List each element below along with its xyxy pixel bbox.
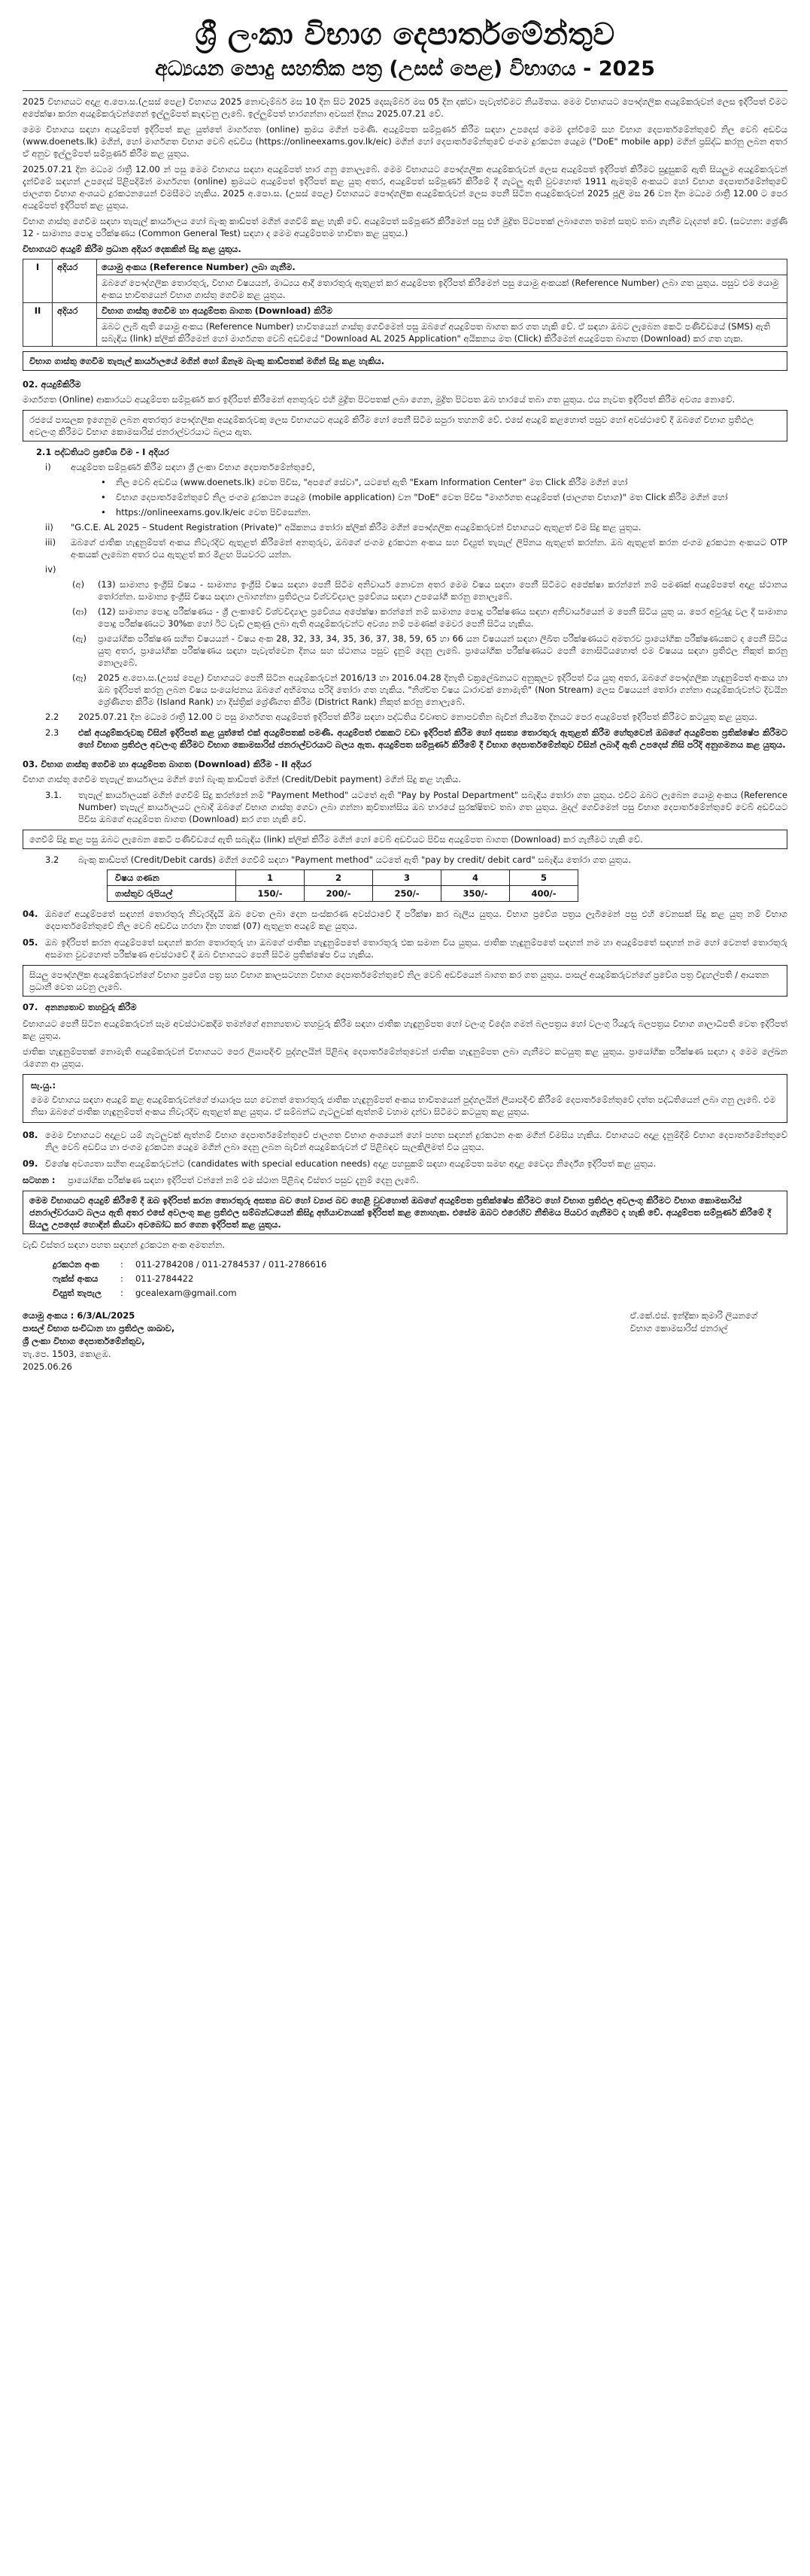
note-text: මෙම විභාගය සඳහා අයදුම් කළ අයදුම්කරුවන්ගේ ඡායාරූප සහ වෙනත් තොරතුරු ජාතික හැඳුනුම්පත් අංකය භාවිතයෙන් පුද්ගලයින් ලියාපදිංචි කිරීමේ දෙපාර්තමේන්තුවේ දත්ත පද්ධතියෙන් ලබා ගනු ලැබේ. එම නිසා ඔබගේ ජාතික හැඳුනුම්පත් අංකය නිවැරදිව ඇතුළත් කළ යුතුය. ඒ සම්බන්ධ ගැටලුවක් ඇත්නම් වහාම දන්වා සිටීමට කටයුතු කළ යුතුය. xyxy=(31,1094,776,1117)
fax-number: 011-2784422 xyxy=(135,1273,194,1284)
fee-cell: 200/- xyxy=(305,886,373,902)
note-09 xyxy=(23,1174,787,1186)
item-marker: iii) xyxy=(45,537,56,548)
subitem-marker: (අ) xyxy=(72,579,85,590)
bullet-icon: • xyxy=(101,492,106,502)
section-title: අනන්‍යතාව තහවුරු කිරීම xyxy=(45,1002,137,1012)
payment-notice-box: විභාග ගාස්තු ගෙවීම තැපැල් කාර්යාලයේ මගින් හෝ ඕනෑම බැංකු කාඩ්පතක් මගින් සිදු කළ හැකිය. xyxy=(23,351,787,371)
item-marker: ii) xyxy=(45,522,53,532)
section-text: ඔබ ඉදිරිපත් කරන අයදුම්පතේ සඳහන් කරන තොරතුරු හා ඔබගේ ජාතික හැඳුනුම්පතේ තොරතුරු එක සමාන විය යුතුය. ජාතික හැඳුනුම්පතේ සඳහන් නම හා අයදුම්පතේ සඳහන් නම හෝ වෙනත් තොරතුරු අසමාන වුවහොත් පරීක්ෂණ අවස්ථාවේ දී ඔබ විභාගයට පෙනී සිටීම ප්‍රතික්ෂේප විය හැකිය. xyxy=(45,937,787,960)
signatory-name: ඒ.කේ.එස්. ඉන්ද්‍රිකා කුමාරි ලියනගේ xyxy=(629,1310,757,1321)
subitem-text: 2025 අ.පො.ස.(උසස් පෙළ) විභාගයට පෙනී සිටින අයදුම්කරුවන් 2016/13 හා 2016.04.28 දිනැති චක්‍රලේඛනයට අනුකූලව ඉදිරිපත් විය යුතු අතර, ඔබගේ පෞද්ගලික හැඳුනුම්පත් අංකය හා ඔබ ඉදිරිපත් කරනු ලබන විෂය සංයෝජනය ඔබගේ අභිමතය පරිදි තෝරා ගත හැකිය. "නිශ්චිත විෂය ධාරාවක් නොමැති" (Non Stream) ලෙස විෂයයන් තෝරා ගන්නා අයදුම්කරුවන්ට දිවයින ශ්‍රේණිගත කිරීම (Island Rank) හා දිස්ත්‍රික් ශ්‍රේණිගත කිරීම (District Rank) නිකුත් කරනු නොලැබේ. xyxy=(98,672,787,707)
steps-table xyxy=(23,259,787,347)
section-number: 04. xyxy=(23,909,38,919)
subitem xyxy=(72,605,787,630)
subject-count-cell: 3 xyxy=(373,870,441,886)
item-ii xyxy=(45,521,787,533)
bullet-icon: • xyxy=(101,477,106,487)
paragraph-number: 2.3 xyxy=(45,727,59,738)
step-number: I xyxy=(23,259,53,303)
fee-table-header: විෂය ගණන xyxy=(108,870,236,886)
fee-table-header: ගාස්තුව රුපියල් xyxy=(108,886,236,902)
signature-block xyxy=(23,1309,787,1373)
item-text: "G.C.E. AL 2025 – Student Registration (Private)" අයිකනය තෝරා ක්ලික් කිරීම මගින් පෞද්ගලික අයදුම්කරුවන් විභාගයට ඇතුළත් වීම සිදු කළ යුතුය. xyxy=(71,522,642,532)
po-box: තැ.පෙ. 1503, කොළඹ. xyxy=(23,1349,111,1359)
section-03-title: 03. විභාග ගාස්තු ගෙවීම හා අයදුම්පත බාගත (Download) කිරීම - II අදියර xyxy=(23,759,312,769)
intro-paragraph-3: 2025.07.21 දින මධ්‍යම රාත්‍රී 12.00 න් පසු මෙම විභාගය සඳහා අයදුම්පත් භාර ගනු නොලැබේ. මෙම විභාගයට පෞද්ගලික අයදුම්කරුවන් ලෙස අයදුම්පත් ඉදිරිපත් කිරීමට සුදුසුකම් ඇති සියලුම අයදුම්කරුවන් දැන්වීමේ සඳහන් උපදෙස් පිළිපදිමින් මාර්ගගත (online) ක්‍රමයට අයදුම්පත් ඉදිරිපත් කළ යුතු අතර, අයදුම්පත් සම්පූර්ණ කිරීමේ දී ගැටලු ඇති වුවහොත් 1911 ඇමතුම් අංකයට හෝ විභාග දෙපාර්තමේන්තුවේ ජාලගත විභාග අංශයට දුරකථනයෙන් විමසීමට හැකිය. 2025 අ.පො.ස. (උසස් පෙළ) විභාගයට පෞද්ගලික අයදුම්කරුවන් ලෙස පෙනී සිටින අයදුම්කරුවන් 2025 ජූලි මස 26 වන දින මධ්‍යම රාත්‍රී 12.00 ට පෙර අයදුම්පත් ඉදිරිපත් කළ යුතුය. xyxy=(23,164,787,211)
signatory-position: විභාග කොමසාරිස් ජනරාල් xyxy=(629,1323,728,1334)
subitem-text: (12) සාමාන්‍ය පොදු පරීක්ෂණය - ශ්‍රී ලංකාවේ විශ්වවිද්‍යාල ප්‍රවේශය අපේක්ෂා කරන්නේ නම් සාමාන්‍ය පොදු පරීක්ෂණය සඳහා අනිවාර්යයෙන් ම පෙනී සිටිය යුතු ය. පෙර අවුරුදු වල දී සාමාන්‍ය පොදු පරීක්ෂණයට 30%ක හෝ ඊට වැඩි ලකුණු ලබා ඇති අයදුම්කරුවන්ට අවශ්‍ය නම් පමණක් මෙවර පෙනී සිටිය හැකිය. xyxy=(98,606,787,629)
department-name: ශ්‍රී ලංකා විභාග දෙපාර්තමේන්තුව, xyxy=(23,1336,145,1346)
section-number: 08. xyxy=(23,1130,38,1140)
closing-line: වැඩි විස්තර සඳහා පහත සඳහන් දුරකථන අංක අමතන්න. xyxy=(23,1239,225,1250)
section-07 xyxy=(23,1001,787,1013)
step-row-1 xyxy=(23,259,787,275)
step-label: අදියර xyxy=(53,303,97,347)
bullet-text: විභාග දෙපාර්තමේන්තුවේ නිල ජංගම දුරකථන යෙදුම (mobile application) වන "DoE" වෙත පිවිස "මාර්ගගත අයදුම්පත් (ජාලගත විභාග)" මත Click කිරීම මගින් හෝ xyxy=(116,492,728,502)
paragraph-number: 3.1. xyxy=(45,790,62,800)
subitem xyxy=(72,672,787,708)
subitem-marker: (ඇ) xyxy=(72,633,86,644)
section-number: 05. xyxy=(23,937,38,948)
subitem-text: (13) සාමාන්‍ය ඉංග්‍රීසි විෂය - සාමාන්‍ය ඉංග්‍රීසි විෂය සඳහා පෙනී සිටීම අනිවාර්ය නොවන අතර මෙම විෂය සඳහා පෙනී සිටීමට අපේක්ෂා කරන්නේ නම් පමණක් අයදුම්පතේ අදාළ ස්ථානය තෝරන්න. සාමාන්‍ය ඉංග්‍රීසි විෂය සඳහා ලබාගන්නා ප්‍රතිඵලය විශ්වවිද්‍යාල ප්‍රවේශය සඳහා උපයෝගී කරනු නොලැබේ. xyxy=(98,579,787,602)
item-text: ඔබගේ ජාතික හැඳුනුම්පත් අංකය නිවැරදිව ඇතුළත් කිරීමෙන් අනතුරුව, ඔබගේ ජංගම දුරකථන අංකය සහ විද්‍යුත් තැපැල් ලිපිනය ඇතුළත් කරන්න. ඔබ ඇතුළත් කරන ජංගම දුරකථන අංකයට OTP අංකයක් ලැබෙන අතර එය ඇතුළත් කර මීළඟ පියවරට යන්න. xyxy=(71,537,787,560)
section-04 xyxy=(23,908,787,932)
section-text: මෙම විභාගයට අදාළව යම් ගැටලුවක් ඇත්නම් විභාග දෙපාර්තමේන්තුවේ ජාලගත විභාග අංශයෙන් හෝ පහත සඳහන් දුරකථන අංක මගින් විමසිය හැකිය. විභාගයට අදාළ දැනුම්දීම් විභාග දෙපාර්තමේන්තුවේ නිල වෙබ් අඩවිය හා ජංගම දුරකථන යෙදුම මගින් ලබා දෙනු ලබන බැවින් අයදුම්කරුවන් ඒ පිළිබඳව සැලකිලිමත් විය යුතුය. xyxy=(45,1130,787,1152)
divider xyxy=(23,90,787,91)
fee-cell: 150/- xyxy=(236,886,305,902)
step-heading: යොමු අංකය (Reference Number) ලබා ගැනීම. xyxy=(97,259,787,275)
step-row-2 xyxy=(23,303,787,319)
fee-cell: 350/- xyxy=(441,886,510,902)
paragraph-number: 3.2 xyxy=(45,854,59,865)
item-i xyxy=(45,461,787,473)
paragraph-text: බැංකු කාඩ්පත් (Credit/Debit cards) මගින් ගෙවීම් සඳහා "Payment method" යටතේ ඇති "pay by credit/ debit card" සබැඳිය තෝරා ගත යුතුය. xyxy=(78,854,631,865)
bullet-text: නිල වෙබ් අඩවිය (www.doenets.lk) වෙත පිවිස, "අපගේ සේවා", යටතේ ඇති "Exam Information Center" මත Click කිරීම මගින් හෝ xyxy=(116,477,628,487)
fee-cell: 250/- xyxy=(373,886,441,902)
section-number: 07. xyxy=(23,1002,38,1012)
page-subtitle: අධ්‍යයන පොදු සහතික පත්‍ර (උසස් පෙළ) විභාගය - 2025 xyxy=(155,57,655,80)
section-02-title: 02. අයදුම්කිරීම xyxy=(23,379,81,390)
section-07-paragraph-2: ජාතික හැඳුනුම්පතක් නොමැති අයදුම්කරුවන් විභාගයට පෙර ලියාපදිංචි පුද්ගලයින් පිළිබඳ දෙපාර්තමේන්තුවෙන් ජාතික හැඳුනුම්පත ලබා ගැනීමට කටයුතු කළ යුතුය. ප්‍රායෝගික පරීක්ෂණ සඳහා ද මෙම ලේඛන රැගෙන ආ යුතුය. xyxy=(23,1046,787,1069)
paragraph-number: 2.2 xyxy=(45,712,59,722)
paragraph-2-2 xyxy=(45,711,787,723)
contact-row-phone: දුරකථන අංක : 011-2784208 / 011-2784537 / 011-2786616 xyxy=(53,1259,327,1270)
paragraph-text: තැපැල් කාර්යාලයක් මගින් ගෙවීම් සිදු කරන්නේ නම් "Payment Method" යටතේ ඇති "Pay by Postal Department" සබැඳිය තෝරා ගත යුතුය. එවිට ඔබට ලැබෙන යොමු අංකය (Reference Number) තැපැල් කාර්යාලයට ලබාදී ඔබගේ විභාග ගාස්තු ගෙවා ලබා ගන්නා කුවිතාන්සිය ඔබ භාරයේ සුරක්ෂිතව තබා ගත යුතුය. මුදල් ගෙවීමෙන් පසු විභාග දෙපාර්තමේන්තුවේ වෙබ් අඩවියට පිවිස ඔබගේ අයදුම්පත බාගත (Download) කර ගත හැකි වේ. xyxy=(78,790,787,824)
bullet-icon: • xyxy=(101,507,106,517)
branch-name: පාසල් විභාග සංවිධාන හා ප්‍රතිඵල ශාඛාව, xyxy=(23,1323,175,1334)
intro-paragraph-4: විභාග ගාස්තු ගෙවීම සඳහා තැපැල් කාර්යාලය හෝ බැංකු කාඩ්පත් මගින් ගෙවීම් කළ හැකි වේ. අයදුම්පත් සම්පූර්ණ කිරීමෙන් පසු එහි මුද්‍රිත පිටපතක් ලබාගෙන තමන් සතුව තබා ගැනීම වැදගත් වේ. (සටහන: ශ්‍රේණි 12 - සාමාන්‍ය පොදු පරීක්ෂණය (Common General Test) සඳහා ද මෙම අයදුම්පතම භාවිතා කළ යුතුය.) xyxy=(23,216,787,238)
item-text: අයදුම්පත සම්පූර්ණ කිරීම සඳහා ශ්‍රී ලංකා විභාග දෙපාර්තමේන්තුවේ, xyxy=(71,462,315,472)
paragraph-text: එක් අයදුම්කරුවකු විසින් ඉදිරිපත් කළ යුත්තේ එක් අයදුම්පතක් පමණි. අයදුම්පත් එකකට වඩා ඉදිරිපත් කිරීම හෝ අසත්‍ය තොරතුරු ඇතුළත් කිරීම හේතුවෙන් ඔබගේ අයදුම්පත ප්‍රතික්ෂේප කිරීමට හෝ විභාග ප්‍රතිඵල අවලංගු කිරීමට විභාග කොමසාරිස් ජනරාල්වරයාට බලය ඇත. අයදුම්පත සම්පූර්ණ කිරීමේ දී විභාග දෙපාර්තමේන්තුව විසින් ලබාදී ඇති උපදෙස් නිසි පරිදි අනුගමනය කළ යුතුය. xyxy=(78,727,787,750)
paragraph-2-3 xyxy=(45,727,787,751)
fee-table xyxy=(107,869,578,902)
section-07-paragraph-1: විභාගයට පෙනී සිටින අයදුම්කරුවන් සෑම අවස්ථාවකදීම තමන්ගේ අනන්‍යතාව තහවුරු කිරීම සඳහා ජාතික හැඳුනුම්පත හෝ වලංගු විදේශ ගමන් බලපත්‍රය හෝ වලංගු රියදුරු බලපත්‍රය විභාග ශාලාධිපති වෙත ඉදිරිපත් කළ යුතුය. xyxy=(23,1018,787,1041)
intro-paragraph-2: මෙම විභාගය සඳහා අයදුම්පත් ඉදිරිපත් කළ යුත්තේ මාර්ගගත (online) ක්‍රමය මගින් පමණි. අයදුම්පත සම්පූර්ණ කිරීම සඳහා උපදෙස් මෙම දැන්වීමේ සහ විභාග දෙපාර්තමේන්තුවේ නිල වෙබ් අඩවිය (www.doenets.lk) මගින්, හෝ මාර්ගගත විභාග වෙබ් අඩවිය (https://onlineexams.gov.lk/eic) මගින් හෝ දෙපාර්තමේන්තුවේ ජංගම දුරකථන යෙදුම ("DoE" mobile app) මගින් ප්‍රසිද්ධ කරනු ලබන අතර ඒ අනුව ඉල්ලුම්පත් සම්පූර්ණ කිරීම කළ යුතුය. xyxy=(23,124,787,159)
contact-details xyxy=(53,1258,787,1299)
note-title: සැ.යු.: xyxy=(31,1080,56,1091)
bullet-item xyxy=(101,506,787,518)
item-marker: i) xyxy=(45,462,51,472)
note-label: සටහන : xyxy=(23,1175,56,1185)
subject-count-cell: 5 xyxy=(510,870,578,886)
download-notice-box: ගෙවීම් සිදු කළ පසු ඔබට ලැබෙන කෙටි පණිවිඩයේ ඇති සබැඳිය (link) ක්ලික් කිරීම මගින් හෝ වෙබ් අඩවියට පිවිස අයදුම්පත බාගත (Download) කර ගැනීමට හැකි වේ. xyxy=(23,830,787,849)
final-warning-box: මෙම විභාගයට අයදුම් කිරීමේ දී ඔබ ඉදිරිපත් කරන තොරතුරු අසත්‍ය බව හෝ ව්‍යාජ බව හෙළි වුවහොත් ඔබගේ අයදුම්පත ප්‍රතික්ෂේප කිරීමට හෝ විභාග ප්‍රතිඵල අවලංගු කිරීමට විභාග කොමසාරිස් ජනරාල්වරයාට බලය ඇති අතර එසේ අවලංගු කළ ප්‍රතිඵල සම්බන්ධයෙන් කිසිදු අභියාචනයක් ඉදිරිපත් කළ නොහැක. එසේම ඔබට එරෙහිව නීතිමය පියවර ගැනීමට ද හැකි වේ. අයදුම්පත සම්පූර්ණ කිරීමේ දී සියලු උපදෙස් හොඳින් කියවා අවබෝධ කර ගෙන ඉදිරිපත් කළ යුතුය. xyxy=(23,1191,787,1234)
signatory-block xyxy=(630,1309,757,1373)
page-title: ශ්‍රී ලංකා විභාග දෙපාර්තමේන්තුව xyxy=(195,17,615,52)
section-number: 09. xyxy=(23,1158,38,1169)
subitem-marker: (ආ) xyxy=(72,606,87,617)
section-09 xyxy=(23,1158,787,1170)
paragraph-3-2 xyxy=(45,854,787,866)
admission-card-box: සියලු පෞද්ගලික අයදුම්කරුවන්ගේ විභාග ප්‍රවේශ පත්‍ර සහ විභාග කාලසටහන විභාග දෙපාර්තමේන්තුවේ නිල වෙබ් අඩවියෙන් බාගත කර ගත යුතුය. පාසල් අයදුම්කරුවන්ගේ ප්‍රවේශ පත්‍ර විදුහල්පති / ආයතන ප්‍රධානී වෙත යවනු ලැබේ. xyxy=(23,965,787,997)
bullet-item xyxy=(101,491,787,503)
paragraph-3-1 xyxy=(45,789,787,825)
notice-date: 2025.06.26 xyxy=(23,1361,72,1372)
section-05 xyxy=(23,936,787,960)
contact-label: ෆැක්ස් අංකය xyxy=(53,1273,99,1284)
subitem xyxy=(72,633,787,669)
bullet-item xyxy=(101,476,787,488)
email-address: gcealexam@gmail.com xyxy=(135,1288,237,1298)
subitem-text: ප්‍රායෝගික පරීක්ෂණ සහිත විෂයයන් - විෂය අංක 28, 32, 33, 34, 35, 36, 37, 38, 59, 65 හා 66 යන විෂයයන් සඳහා ලිඛිත පරීක්ෂණයට අමතරව ප්‍රායෝගික පරීක්ෂණයකට ද පෙනී සිටිය යුතු අතර, ප්‍රායෝගික පරීක්ෂණය සඳහා පැවැත්වෙන දිනය සහ ස්ථානය පසුව දැනුම් දෙනු ලැබේ. ප්‍රායෝගික පරීක්ෂණයට පෙනී නොසිටියහොත් එම විෂයය සඳහා ප්‍රතිඵල නිකුත් කරනු නොලැබේ. xyxy=(98,633,787,668)
fee-cell: 400/- xyxy=(510,886,578,902)
government-school-warning-box: රජයේ පාසලක ඉගෙනුම ලබන අතරතුර පෞද්ගලික අයදුම්කරුවකු ලෙස විභාගයට අයදුම් කිරීම හෝ පෙනී සිටීම සපුරා තහනම් වේ. එසේ අයදුම් කළහොත් පසුව හෝ අවස්ථාවේ දී ඔබගේ විභාග ප්‍රතිඵල අවලංගු කිරීමට විභාග කොමසාරිස් ජනරාල්වරයාට බලය ඇත. xyxy=(23,410,787,441)
steps-intro: විභාගයට අයදුම් කිරීම ප්‍රධාන අදියර දෙකකින් සිදු කළ යුතුය. xyxy=(23,244,241,254)
phone-numbers: 011-2784208 / 011-2784537 / 011-2786616 xyxy=(135,1259,327,1270)
item-marker: iv) xyxy=(45,564,56,575)
section-text: විශේෂ අවශ්‍යතා සහිත අයදුම්කරුවන්ට (candidates with special education needs) අදාළ පහසුකම් සඳහා අයදුම්පත සමඟ අදාළ වෛද්‍ය නිර්දේශ ඉදිරිපත් කළ යුතුය. xyxy=(45,1158,657,1169)
section-03-intro: විභාග ගාස්තු ගෙවීම තැපැල් කාර්යාලය මගින් හෝ බැංකු කාඩ්පත් මගින් (Credit/Debit payment) මගින් සිදු කළ හැකිය. xyxy=(23,774,462,784)
step-body: ඔබට ලැබී ඇති යොමු අංකය (Reference Number) භාවිතයෙන් ගාස්තු ගෙවීමෙන් පසු ඔබගේ අයදුම්පත බාගත කර ගත හැකි වේ. ඒ සඳහා ඔබට ලැබෙන කෙටි පණිවිඩයේ (SMS) ඇති සබැඳිය (link) ක්ලික් කිරීමෙන් හෝ මාර්ගගත වෙබ් අඩවියේ "Download AL 2025 Application" අයිකනය මත (Click) කිරීමෙන් අයදුම්පත බාගත (Download) කර ගත හැක. xyxy=(97,319,787,347)
item-iii xyxy=(45,536,787,560)
contact-label: දුරකථන අංක xyxy=(53,1259,99,1270)
paragraph-text: 2025.07.21 දින මධ්‍යම රාත්‍රී 12.00 ට පසු මාර්ගගත අයදුම්පත් ඉදිරිපත් කිරීම සඳහා පද්ධතිය විවෘතව නොපවතින බැවින් නියමිත දිනයට පෙර අයදුම්පත් ඉදිරිපත් කිරීමට කටයුතු කළ යුතුය. xyxy=(78,712,757,722)
item-iv xyxy=(45,563,787,575)
contact-row-fax: ෆැක්ස් අංකය : 011-2784422 xyxy=(53,1273,194,1284)
section-text: ඔබගේ අයදුම්පතේ සඳහන් තොරතුරු නිවැරදිදැයි ඔබ වෙත ලබා දෙන සංස්කරණ අවස්ථාවේ දී පරීක්ෂා කර බැලිය යුතුය. විභාග ප්‍රවේශ පත්‍රය ලැබීමෙන් පසු එහි වෙනසක් සිදු කළ යුතු නම් විභාග දෙපාර්තමේන්තුවේ නිල වෙබ් අඩවිය හරහා දින හතක් (07) ඇතුළත අයදුම් කළ යුතුය. xyxy=(45,909,787,931)
step-label: අදියර xyxy=(53,259,97,303)
section-02-paragraph: මාර්ගගත (Online) ආකාරයට අයදුම්පත සම්පූර්ණ කර ඉදිරිපත් කිරීමෙන් අනතුරුව එහි මුද්‍රිත පිටපතක් ලබා ගෙන, මුද්‍රිත පිටපත ඔබ භාරයේ තබා ගත යුතුය. එය නැවත ඉදිරිපත් කිරීම අවශ්‍ය නොවේ. xyxy=(23,394,736,405)
contact-row-email: විද්‍යුත් තැපැල : gcealexam@gmail.com xyxy=(53,1288,237,1298)
note-text: ප්‍රායෝගික පරීක්ෂණ සඳහා ඉදිරිපත් වන්නේ නම් එම ස්ථාන පිළිබඳ විස්තර පසුව දැනුම් දෙනු ලැබේ. xyxy=(68,1175,419,1185)
fee-table-row xyxy=(108,886,578,902)
contact-label: විද්‍යුත් තැපැල xyxy=(53,1288,102,1298)
subsection-2-1-title: 2.1 පද්ධතියට ප්‍රවේශ වීම - I අදියර xyxy=(36,447,169,457)
subject-count-cell: 1 xyxy=(236,870,305,886)
subitem-marker: (ඈ) xyxy=(72,672,86,683)
subject-count-cell: 2 xyxy=(305,870,373,886)
step-body: ඔබගේ පෞද්ගලික තොරතුරු, විභාග විෂයයන්, මාධ්‍යය ආදී තොරතුරු ඇතුළත් කර අයදුම්පත ඉදිරිපත් කිරීමෙන් පසු යොමු අංකයක් (Reference Number) ලබා ගත යුතුය. පසුව එම යොමු අංකය භාවිතයෙන් විභාග ගාස්තු ගෙවීම කළ යුතුය. xyxy=(97,275,787,303)
bullet-text: https://onlineexams.gov.lk/eic වෙත පිවිසෙන්න. xyxy=(116,507,311,517)
subitem xyxy=(72,578,787,602)
subject-count-cell: 4 xyxy=(441,870,510,886)
reference-block xyxy=(23,1309,174,1373)
section-08 xyxy=(23,1129,787,1153)
fee-table-row xyxy=(108,870,578,886)
identity-note-box xyxy=(23,1074,787,1123)
step-heading: විභාග ගාස්තු ගෙවීම හා අයදුම්පත බාගත (Download) කිරීම xyxy=(97,303,787,319)
reference-number: යොමු අංකය : 6/3/AL/2025 xyxy=(23,1310,135,1321)
intro-paragraph-1: 2025 විභාගයට අදාළ අ.පො.ස.(උසස් පෙළ) විභාගය 2025 නොවැම්බර් මස 10 දින සිට 2025 දෙසැම්බර් මස 05 දින දක්වා පැවැත්වීමට නියමිතය. මෙම විභාගයට පෞද්ගලික අයදුම්කරුවන් ලෙස ඉදිරිපත් වීමට අපේක්ෂා කරන අයදුම්කරුවන්ගෙන් ඉල්ලුම්පත් කැඳවනු ලැබේ. ඉල්ලුම්පත් භාරගන්නා අවසන් දිනය 2025.07.21 වේ. xyxy=(23,96,787,119)
step-number: II xyxy=(23,303,53,347)
